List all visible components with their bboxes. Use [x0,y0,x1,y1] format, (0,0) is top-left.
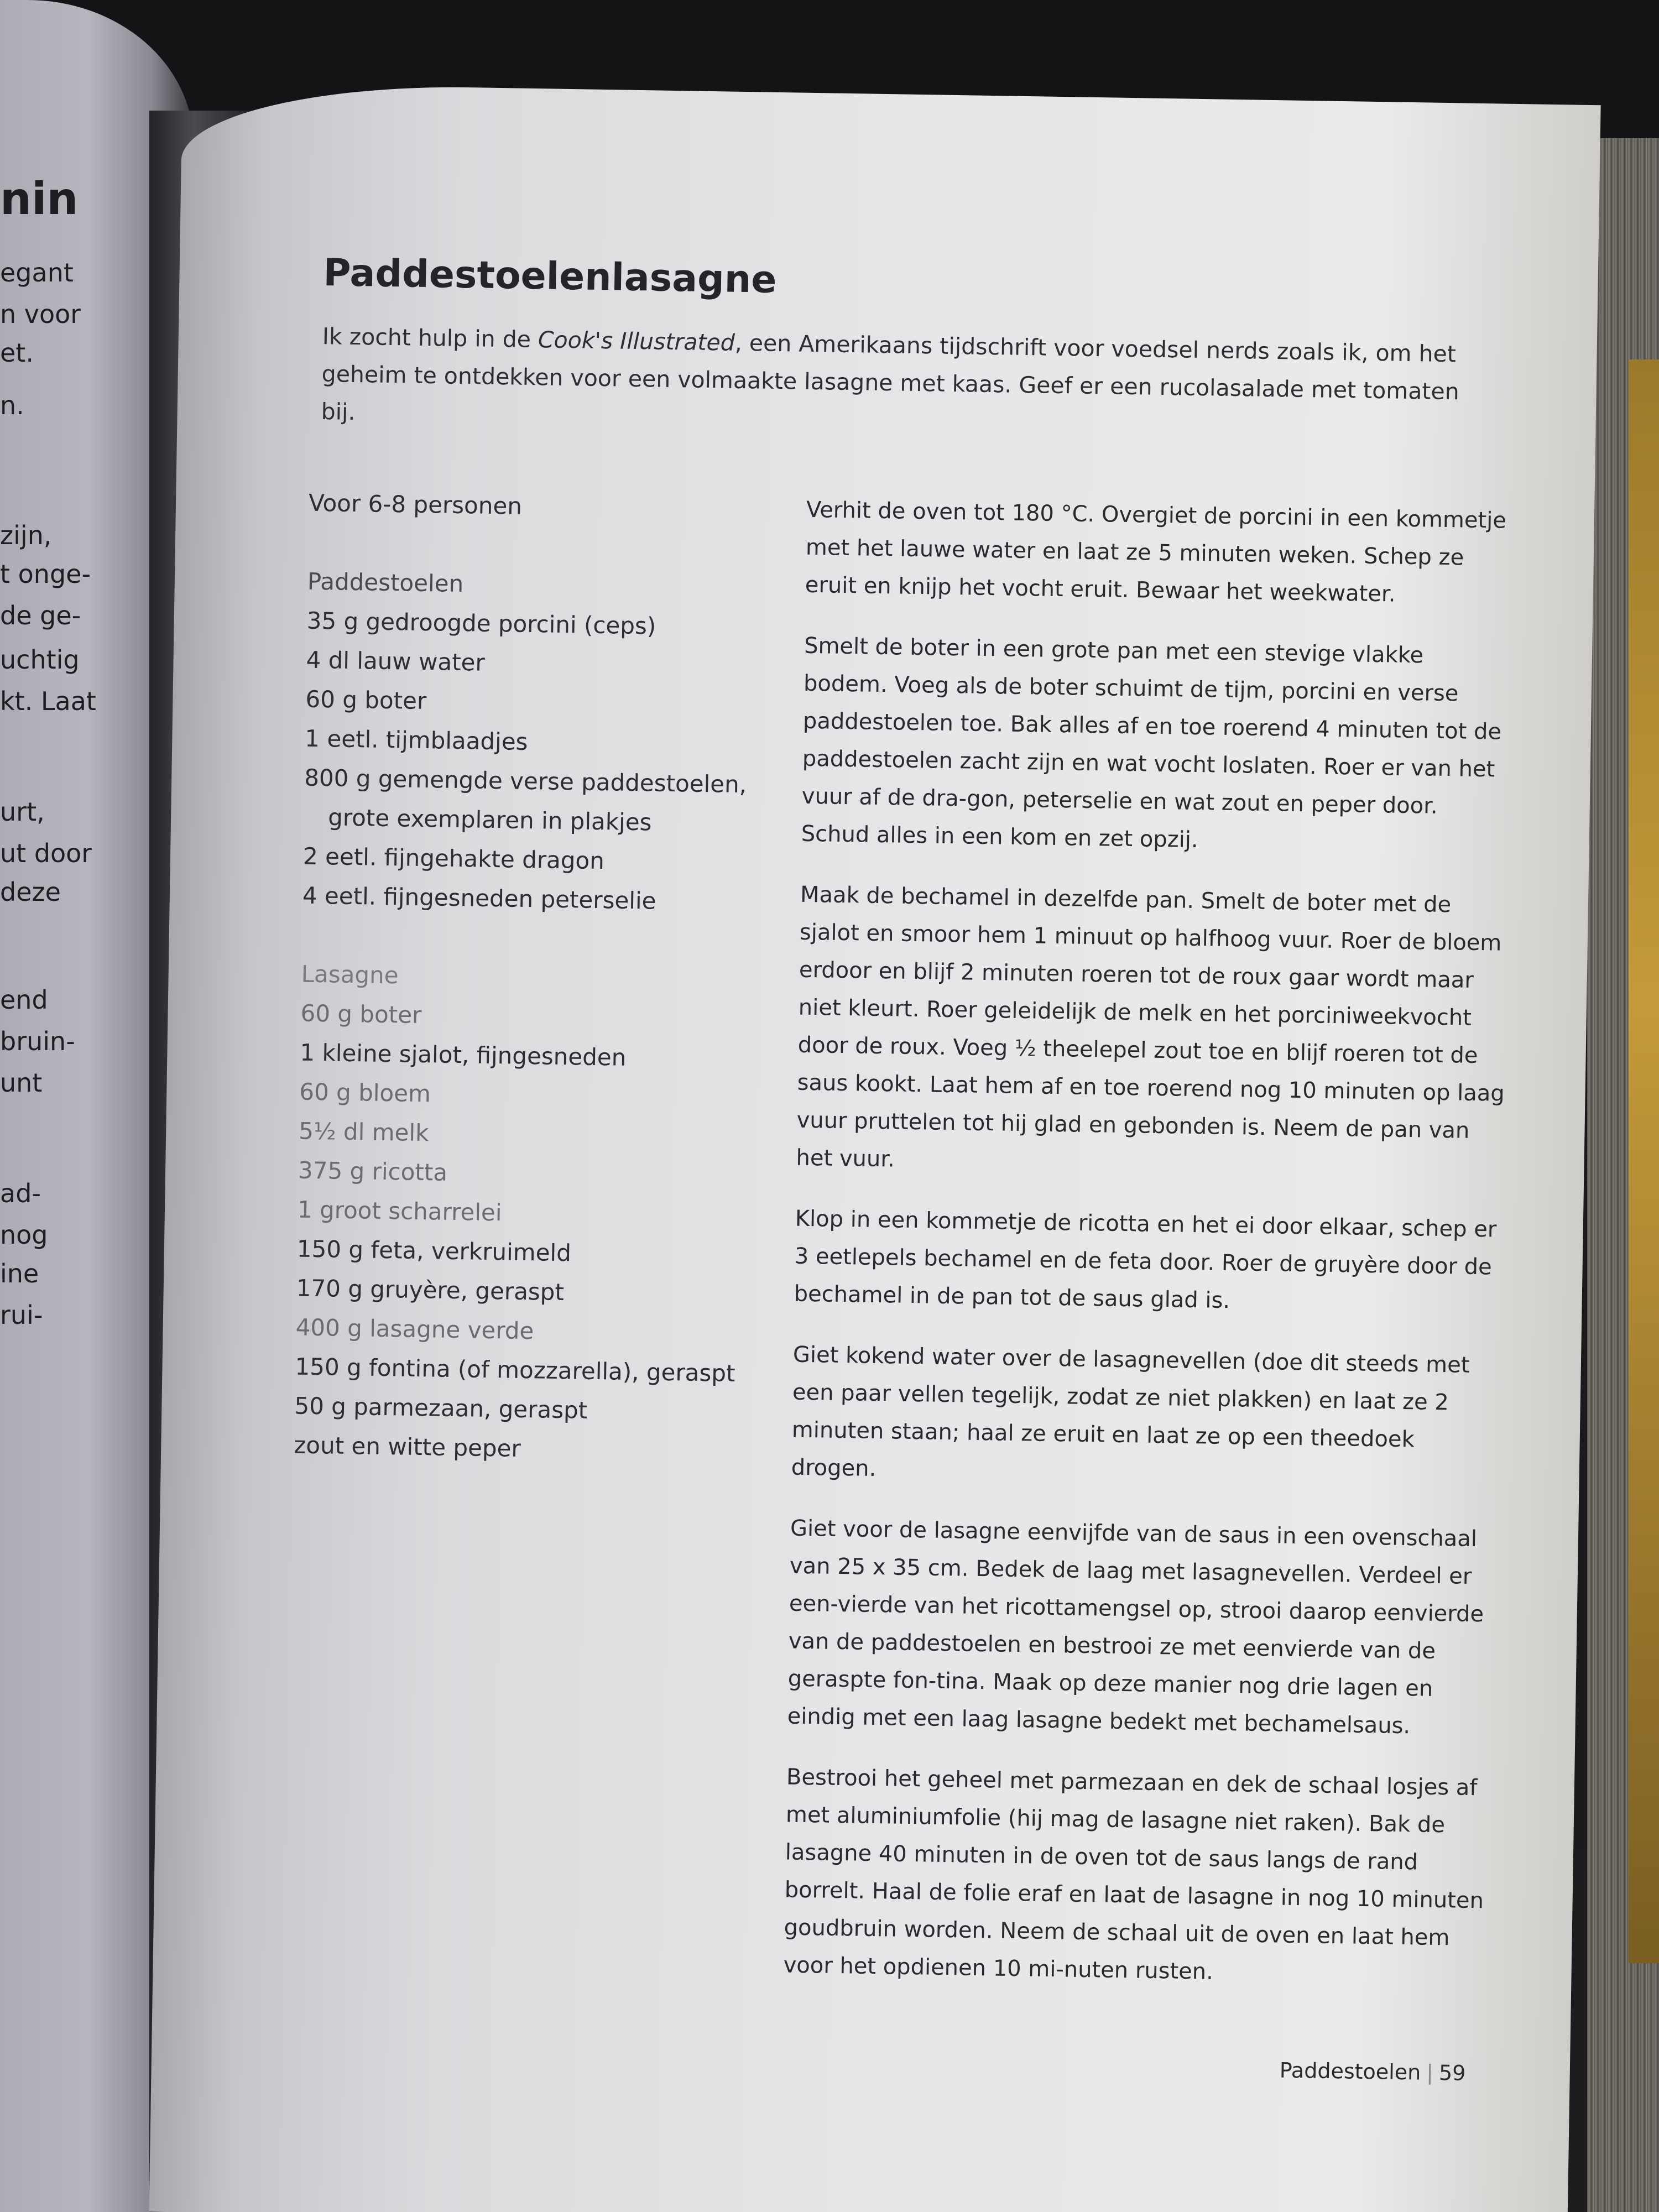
method-step: Giet kokend water over de lasagnevellen (doe dit steeds met een paar vellen tegelijk, zodat ze niet plakken) en laat ze 2 minuten staan; haal ze eruit en laat ze op een theedoek drogen. [791,1342,1470,1482]
ingredient-item: 60 g boter [305,685,427,715]
page-footer [1279,2058,1465,2085]
intro-text-end: , een Amerikaans tijdschrift voor voedsel nerds zoals ik, om het geheim te ontdekken voor een volmaakte lasagne met kaas. Geef er een rucolasalade met tomaten bij. [321,329,1460,425]
page-number: 59 [1438,2060,1466,2085]
method-step: Klop in een kommetje de ricotta en het ei door elkaar, schep er 3 eetlepels bechamel en de feta door. Roer de gruyère door de bechamel in de pan tot de saus glad is. [794,1206,1497,1314]
ingredient-item: grote exemplaren in plakjes [327,804,652,836]
ingredient-item: 1 groot scharrelei [297,1196,502,1227]
left-page-text-fragment: kt. Laat [0,686,96,716]
ingredient-item: 60 g bloem [299,1078,431,1108]
left-page-text-fragment: rui- [0,1300,43,1330]
left-page-text-fragment: et. [0,338,34,368]
ingredient-group-title: Lasagne [301,960,399,989]
method-step: Verhit de oven tot 180 °C. Overgiet de porcini in een kommetje met het lauwe water en laat ze 5 minuten weken. Schep ze eruit en knijp het vocht eruit. Bewaar het weekwater. [805,497,1507,607]
ingredient-item: 35 g gedroogde porcini (ceps) [306,607,656,640]
left-page-text-fragment: deze [0,877,61,907]
right-page [149,83,1601,2212]
ingredient-item: 2 eetl. fijngehakte dragon [302,842,605,875]
ingredient-item: 60 g boter [300,999,422,1029]
ingredient-item: 800 g gemengde verse paddestoelen, [304,764,747,799]
ingredient-item: 4 eetl. fijngesneden peterselie [302,881,656,915]
left-page-text-fragment: ine [0,1259,39,1288]
ingredient-item: 400 g lasagne verde [295,1313,534,1345]
intro-magazine-title: Cook's Illustrated [538,326,735,356]
ingredient-item: zout en witte peper [293,1431,521,1462]
left-page-text-fragment: egant [0,258,74,288]
servings: Voor 6-8 personen [308,489,523,520]
ingredient-item: 5½ dl melk [298,1117,429,1147]
page-content [149,83,1601,2212]
method-step: Smelt de boter in een grote pan met een stevige vlakke bodem. Voeg als de boter schuimt de tijm, porcini en verse paddestoelen toe. Bak alles af en toe roerend 4 minuten tot de paddestoelen zacht zijn en wat vocht loslaten. Roer er van het vuur af de dra-gon, peterselie en wat zout en peper door. Schud alles in een kom en zet opzij. [801,633,1502,853]
left-page-text-fragment: ut door [0,838,92,868]
footer-separator: | [1426,2060,1434,2085]
ingredient-item: 375 g ricotta [298,1156,448,1186]
left-page-text-fragment: uchtig [0,645,80,675]
method-step: Giet voor de lasagne eenvijfde van de saus in een ovenschaal van 25 x 35 cm. Bedek de laag met lasagnevellen. Verdeel er een-vierde van het ricottamengsel op, strooi daarop eenvierde van de paddestoelen en bestrooi ze met eenvierde van de geraspte fon-tina. Maak op deze manier nog drie lagen en eindig met een laag lasagne bedekt met bechamelsaus. [787,1515,1484,1739]
ingredient-item: 170 g gruyère, geraspt [296,1274,565,1306]
left-page-text-fragment: urt, [0,797,45,827]
method-step: Maak de bechamel in dezelfde pan. Smelt de boter met de sjalot en smoor hem 1 minuut op halfhoog vuur. Roer de bloem erdoor en blijf 2 minuten roeren tot de roux gaar wordt maar niet kleurt. Roer geleidelijk de melk en het porciniweekvocht door de roux. Voeg ½ theelepel zout toe en blijf roeren tot de saus kookt. Laat hem af en toe roerend nog 10 minuten op laag vuur pruttelen tot hij glad en gebonden is. Neem de pan van het vuur. [796,881,1505,1172]
ingredient-item: 50 g parmezaan, geraspt [294,1392,588,1424]
left-page-text-fragment: t onge- [0,559,91,589]
ingredient-item: 1 kleine sjalot, fijngesneden [300,1039,627,1071]
method-step: Bestrooi het geheel met parmezaan en dek de schaal losjes af met aluminiumfolie (hij mag de lasagne niet raken). Bak de lasagne 40 minuten in de oven tot de saus langs de rand borrelt. Haal de folie eraf en laat de lasagne in nog 10 minuten goudbruin worden. Neem de schaal uit de oven en laat hem voor het opdienen 10 mi-nuten rusten. [783,1764,1484,1985]
page-edges [1587,138,1659,2212]
page-edge-gold-strip [1629,359,1659,1963]
intro-text-start: Ik zocht hulp in de [322,323,539,353]
left-page-heading-fragment: nin [0,173,79,225]
footer-section: Paddestoelen [1279,2058,1421,2085]
ingredient-item: 1 eetl. tijmblaadjes [305,724,528,755]
ingredient-item: 150 g fontina (of mozzarella), geraspt [295,1353,735,1387]
recipe-title: Paddestoelenlasagne [323,251,777,302]
left-page-text-fragment: nog [0,1220,48,1250]
left-page-text-fragment: zijn, [0,520,52,550]
ingredients-column [294,483,807,1473]
ingredient-item: 4 dl lauw water [306,646,486,676]
left-page-text-fragment: ad- [0,1178,41,1208]
left-page-text-fragment: bruin- [0,1026,75,1056]
left-page-text-fragment: n. [0,390,24,420]
ingredient-item: 150 g feta, verkruimeld [296,1235,572,1267]
method-column [782,491,1514,2018]
ingredient-group-title: Paddestoelen [307,567,464,598]
left-page-text-fragment: unt [0,1068,43,1098]
left-page-text-fragment: de ge- [0,601,81,630]
recipe-intro [321,317,1484,448]
left-page-text-fragment: end [0,985,48,1015]
left-page-text-fragment: n voor [0,299,81,329]
